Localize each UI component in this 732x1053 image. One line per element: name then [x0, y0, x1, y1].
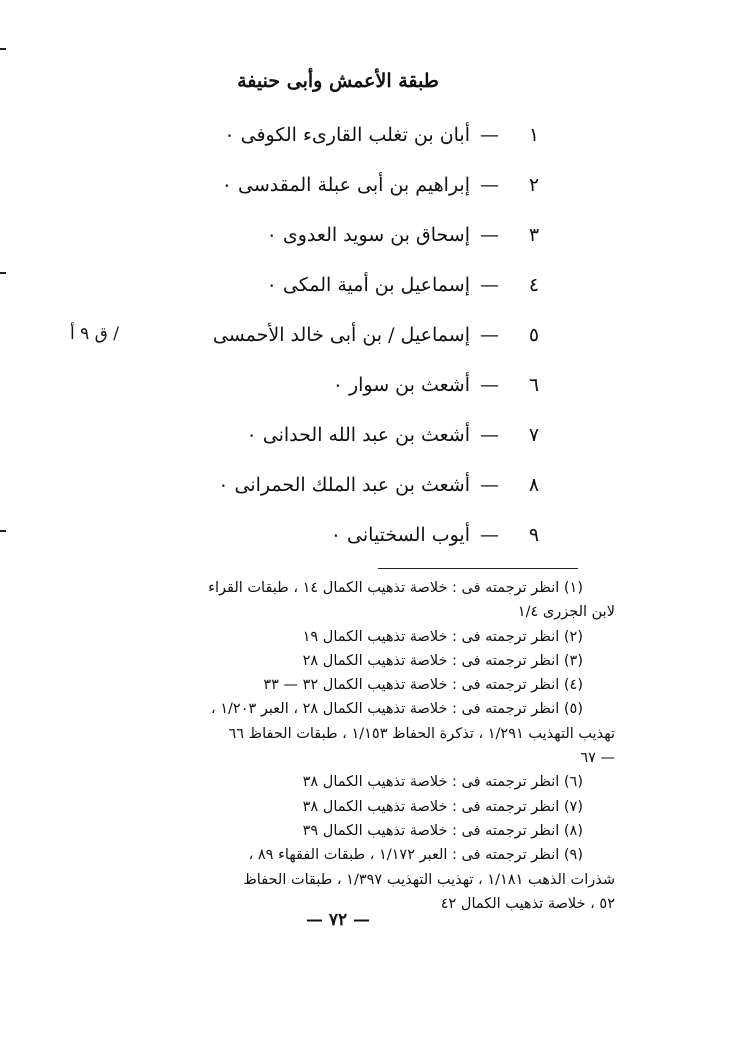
footnote-line: (٥) انظر ترجمته فى : خلاصة تذهيب الكمال ٢٨ ، العبر ١/٢٠٣ ،	[210, 701, 583, 718]
entry-dash: —	[480, 124, 499, 146]
footnote	[70, 649, 615, 673]
entry-name: أشعث بن عبد الملك الحمرانى ٠	[218, 474, 470, 496]
entry-row	[0, 174, 732, 204]
entry-number: ٢	[528, 174, 540, 196]
entry-dash: —	[480, 274, 499, 296]
entry-dash: —	[480, 474, 499, 496]
entry-name: أشعث بن عبد الله الحدانى ٠	[246, 424, 470, 446]
footnote	[70, 697, 615, 770]
entry-number: ٦	[528, 374, 540, 396]
entry-number: ٤	[528, 274, 540, 296]
entry-number: ٥	[528, 324, 540, 346]
entry-name: أبان بن تغلب القارىء الكوفى ٠	[224, 124, 470, 146]
footnote-line: (١) انظر ترجمته فى : خلاصة تذهيب الكمال ١٤ ، طبقات القراء	[208, 580, 583, 596]
folio-marker: / ق ٩ أ	[70, 324, 120, 344]
entry-number: ٩	[528, 524, 540, 546]
entry-dash: —	[480, 374, 499, 396]
footnote-line: (٦) انظر ترجمته فى : خلاصة تذهيب الكمال ٣٨	[302, 774, 583, 791]
entry-name: أيوب السختيانى ٠	[330, 524, 470, 546]
footnote-line: (٣) انظر ترجمته فى : خلاصة تذهيب الكمال ٢٨	[302, 652, 583, 669]
entry-number: ٣	[528, 224, 540, 246]
footnote-line: شذرات الذهب ١/١٨١ ، تهذيب التهذيب ١/٣٩٧ ، طبقات الحفاظ	[243, 871, 615, 888]
entry-row	[0, 124, 732, 154]
entry-name: إسحاق بن سويد العدوى ٠	[266, 224, 470, 246]
footnote	[70, 625, 615, 649]
entry-row	[0, 274, 732, 304]
entry-name: أشعث بن سوار ٠	[332, 374, 470, 396]
footnote-line: (٤) انظر ترجمته فى : خلاصة تذهيب الكمال ٣٢ — ٣٣	[263, 677, 583, 694]
entry-dash: —	[480, 224, 499, 246]
footnote-line: ٥٢ ، خلاصة تذهيب الكمال ٤٢	[440, 895, 615, 912]
section-heading: طبقة الأعمش وأبى حنيفة	[237, 70, 439, 92]
footnote-line: — ٦٧	[580, 750, 615, 767]
binding-mark	[0, 48, 6, 50]
footnote	[70, 770, 615, 794]
entry-row	[0, 374, 732, 404]
footnote	[70, 795, 615, 819]
footnote-line: لابن الجزرى ١/٤	[517, 604, 615, 621]
footnote	[70, 576, 615, 625]
entry-row	[0, 224, 732, 254]
entry-number: ٧	[528, 424, 540, 446]
footnote-line: (٩) انظر ترجمته فى : العبر ١/١٧٢ ، طبقات الفقهاء ٨٩ ،	[248, 847, 583, 864]
page-number: — ٧٢ —	[305, 910, 371, 930]
entry-name: إسماعيل بن أمية المكى ٠	[266, 274, 470, 296]
footnote-line: (٨) انظر ترجمته فى : خلاصة تذهيب الكمال ٣٩	[302, 822, 583, 839]
footnote	[70, 843, 615, 916]
footnote	[70, 819, 615, 843]
entry-row	[0, 524, 732, 554]
entry-row	[0, 474, 732, 504]
footnote-line: (٧) انظر ترجمته فى : خلاصة تذهيب الكمال ٣٨	[302, 798, 583, 815]
entry-name: إسماعيل / بن أبى خالد الأحمسى	[212, 324, 470, 346]
entry-row	[0, 324, 732, 354]
entry-dash: —	[480, 174, 499, 196]
footnote-separator	[378, 568, 578, 569]
entry-number: ٨	[528, 474, 540, 496]
entry-dash: —	[480, 424, 499, 446]
footnote-line: تهذيب التهذيب ١/٢٩١ ، تذكرة الحفاظ ١/١٥٣ ، طبقات الحفاظ ٦٦	[228, 725, 615, 742]
footnote	[70, 673, 615, 697]
entry-row	[0, 424, 732, 454]
entry-number: ١	[528, 124, 540, 146]
footnotes	[70, 576, 615, 916]
entry-name: إبراهيم بن أبى عبلة المقدسى ٠	[221, 174, 470, 196]
footnote-line: (٢) انظر ترجمته فى : خلاصة تذهيب الكمال ١٩	[302, 628, 583, 645]
entry-dash: —	[480, 324, 499, 346]
entry-dash: —	[480, 524, 499, 546]
